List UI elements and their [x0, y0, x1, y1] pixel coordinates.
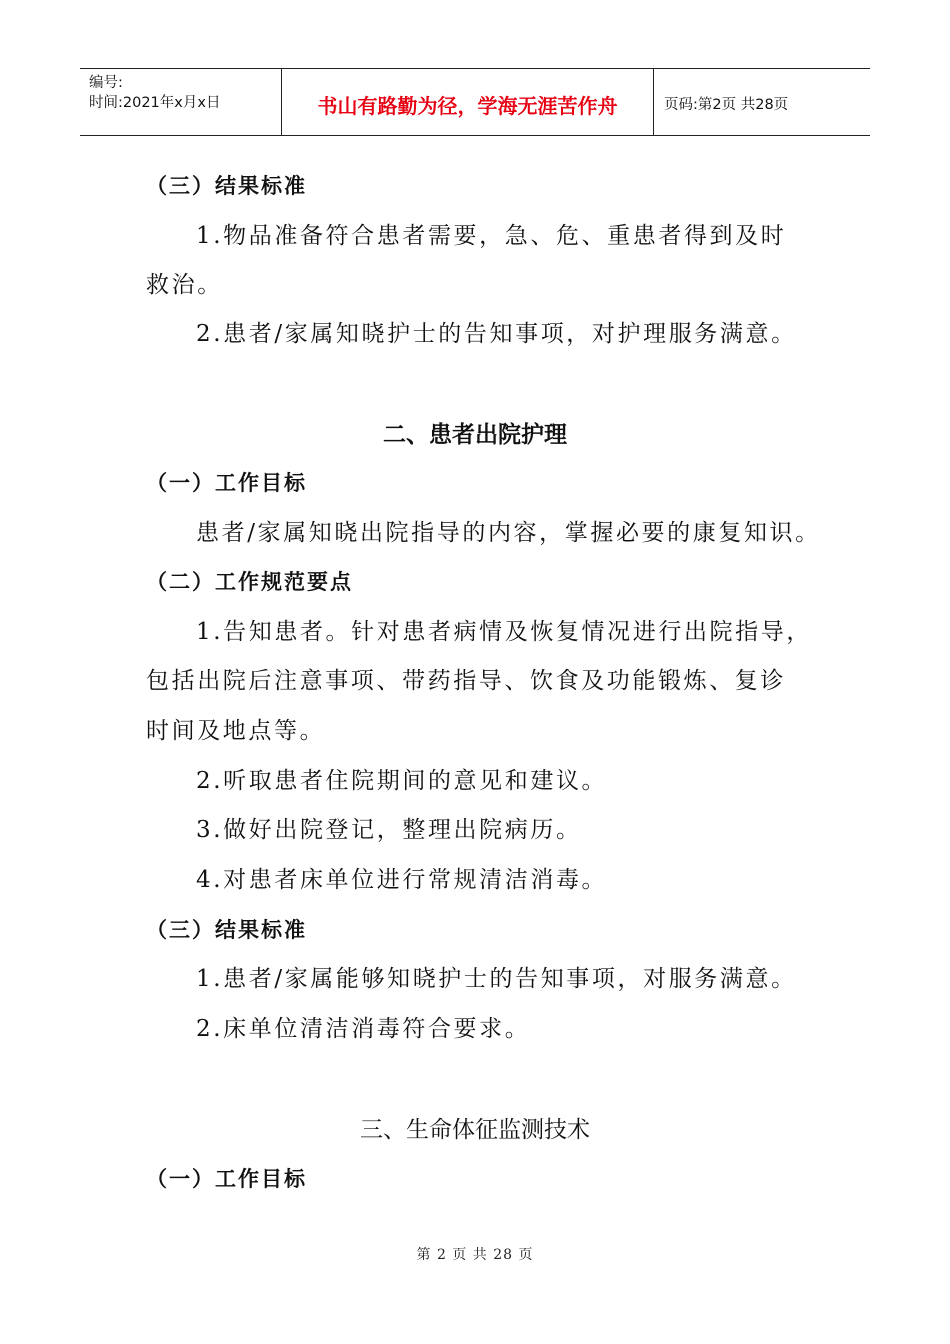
paragraph-line: 3.做好出院登记，整理出院病历。: [196, 817, 582, 843]
paragraph-line: 1.告知患者。针对患者病情及恢复情况进行出院指导，: [196, 619, 812, 645]
paragraph-line: 4.对患者床单位进行常规清洁消毒。: [196, 867, 608, 893]
page-footer: 第 2 页 共 28 页: [416, 1247, 534, 1263]
paragraph-line: 时间及地点等。: [146, 718, 326, 744]
page-header: [80, 68, 870, 136]
goal-heading: （一）工作目标: [146, 1167, 307, 1191]
results-heading: （三）结果标准: [146, 174, 307, 198]
goal-heading: （一）工作目标: [146, 471, 307, 495]
document-time-label: 时间:2021年x月x日: [89, 95, 221, 111]
paragraph-line: 1.物品准备符合患者需要，急、危、重患者得到及时: [196, 223, 787, 249]
section-title: 二、患者出院护理: [383, 422, 567, 448]
paragraph-line: 2.患者/家属知晓护士的告知事项，对护理服务满意。: [196, 321, 797, 347]
paragraph-line: 包括出院后注意事项、带药指导、饮食及功能锻炼、复诊: [146, 668, 786, 694]
paragraph-line: 救治。: [146, 272, 223, 298]
paragraph-line: 患者/家属知晓出院指导的内容，掌握必要的康复知识。: [196, 520, 821, 546]
header-motto: 书山有路勤为径，学海无涯苦作舟: [282, 69, 654, 135]
spec-heading: （二）工作规范要点: [146, 570, 353, 594]
header-page-info: 页码:第2页 共28页: [664, 96, 789, 113]
paragraph-line: 1.患者/家属能够知晓护士的告知事项，对服务满意。: [196, 966, 797, 992]
paragraph-line: 2.听取患者住院期间的意见和建议。: [196, 768, 608, 794]
header-meta: [80, 69, 282, 135]
document-number-label: 编号:: [89, 75, 123, 91]
paragraph-line: 2.床单位清洁消毒符合要求。: [196, 1016, 531, 1042]
section-title: 三、生命体征监测技术: [360, 1117, 590, 1143]
results-heading: （三）结果标准: [146, 918, 307, 942]
